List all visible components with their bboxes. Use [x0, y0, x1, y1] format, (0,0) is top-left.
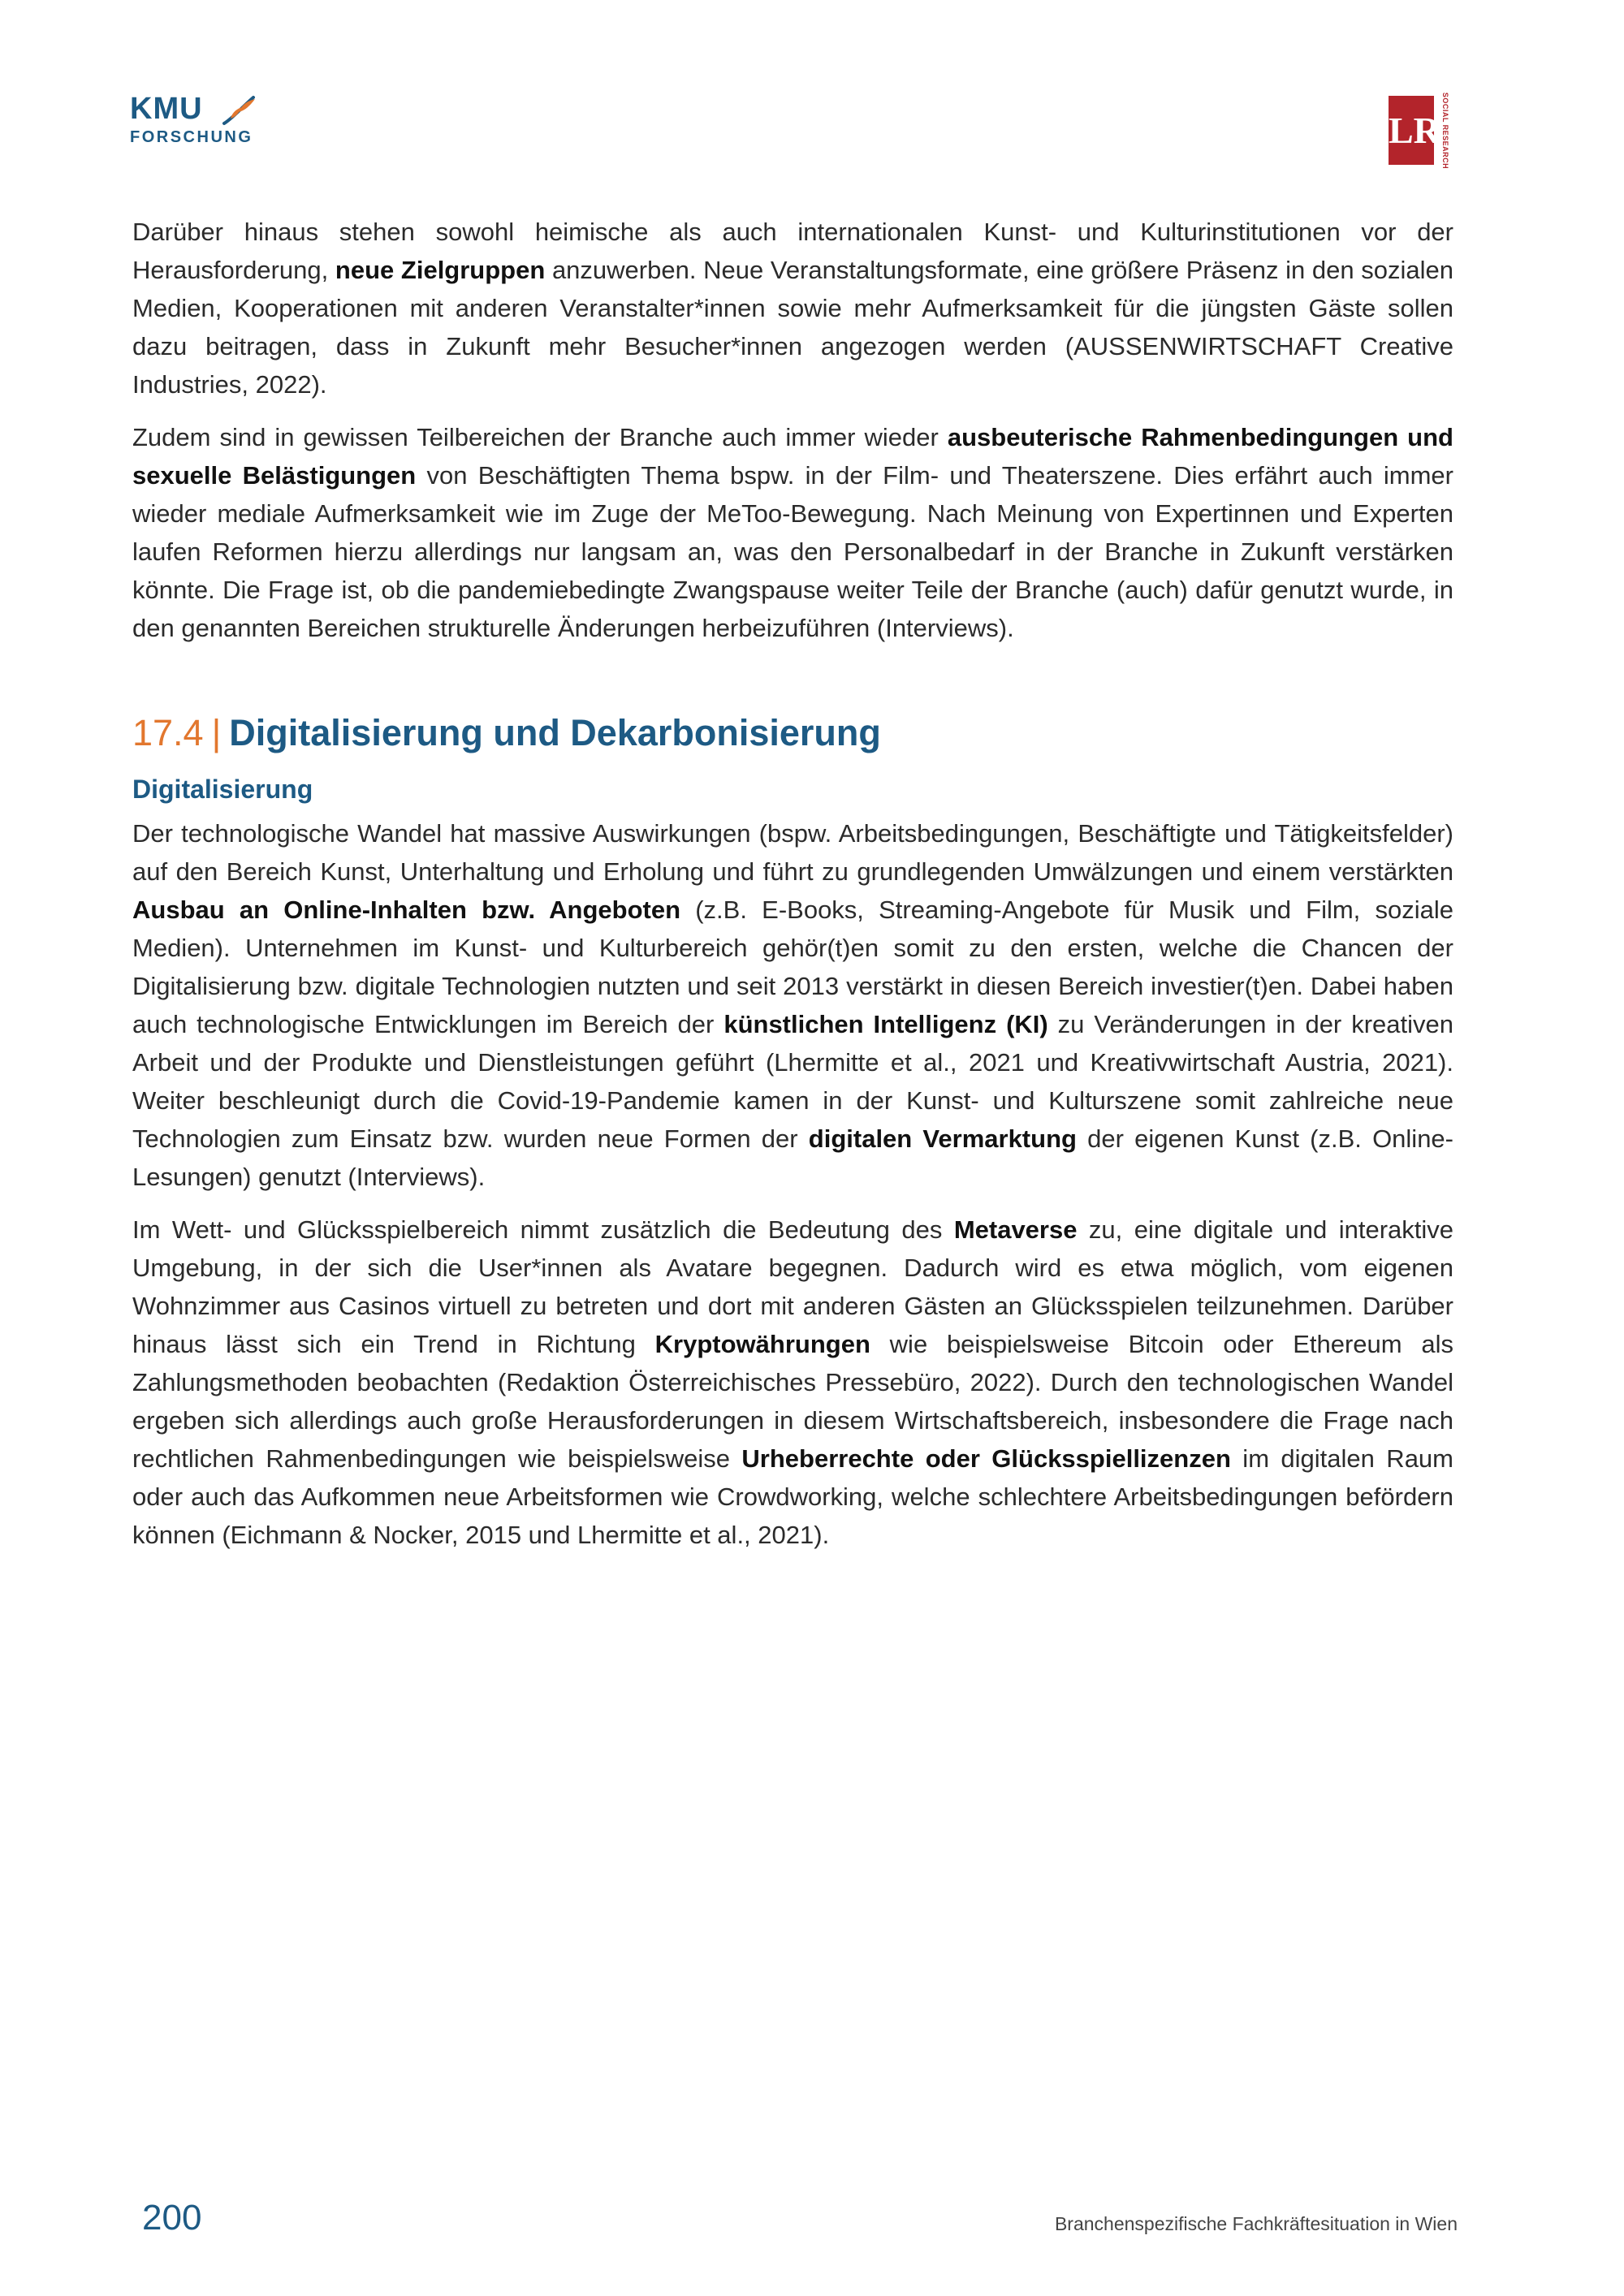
lr-logo-letters: LR [1389, 96, 1434, 165]
kmu-logo-word: KMU [130, 92, 203, 126]
paragraph-text: zu Veränderungen in der kreativen Arbeit und der Produkte und Dienstleistungen geführt (Lhermitte et al., 2021 und Kreativwirtschaft Austria, 2021). Weiter beschleunigt durch die Covid-19-Pandemie kamen in der Kunst- und Kulturszene somit zahlreiche neue Technologien zum Einsatz bzw. wurden neue Formen der [132, 1010, 1453, 1153]
paragraph-text: der eigenen Kunst (z.B. Online-Lesungen) genutzt (Interviews). [132, 1124, 1454, 1191]
paragraphs-bottom [132, 814, 1453, 1554]
body-paragraph [132, 814, 1453, 1196]
page-number: 200 [142, 2198, 202, 2238]
emphasized-text: ausbeuterische Rahmenbedingungen und sexuelle Belästigungen [132, 423, 1453, 490]
kmu-forschung-logo [130, 91, 268, 156]
paragraph-text: wie beispielsweise Bitcoin oder Ethereum als Zahlungsmethoden beobachten (Redaktion Österreichisches Pressebüro, 2022). Durch den technologischen Wandel ergeben sich allerdings auch große Herausforderungen in diesem Wirtschaftsbereich, insbesondere die Frage nach rechtlichen Rahmenbedingungen wie beispielsweise [132, 1330, 1453, 1473]
body-paragraph [132, 1211, 1453, 1554]
footer-document-title: Branchenspezifische Fachkräftesituation in Wien [1054, 2213, 1458, 2234]
kmu-logo-subtitle: FORSCHUNG [130, 128, 253, 146]
section-separator: | [211, 712, 222, 753]
section-number: 17.4 [132, 712, 204, 753]
leaf-icon [221, 94, 258, 127]
paragraph-text: zu, eine digitale und interaktive Umgebung, in der sich die User*innen als Avatare begegnen. Dadurch wird es etwa möglich, vom eigenen Wohnzimmer aus Casinos virtuell zu betreten und dort mit anderen Gästen an Glücksspielen teilzunehmen. Darüber hinaus lässt sich ein Trend in Richtung [132, 1215, 1453, 1358]
emphasized-text: Urheberrechte oder Glücksspiellizenzen [741, 1444, 1231, 1473]
paragraph-text: Darüber hinaus stehen sowohl heimische als auch internationalen Kunst- und Kulturinstitutionen vor der Herausforderung, [132, 218, 1453, 284]
paragraph-text: von Beschäftigten Thema bspw. in der Film- und Theaterszene. Dies erfährt auch immer wieder mediale Aufmerksamkeit wie im Zuge der MeToo-Bewegung. Nach Meinung von Expertinnen und Experten laufen Reformen hierzu allerdings nur langsam an, was den Personalbedarf in der Branche in Zukunft verstärken könnte. Die Frage ist, ob die pandemiebedingte Zwangspause weiter Teile der Branche (auch) dafür genutzt wurde, in den genannten Bereichen strukturelle Änderungen herbeizuführen (Interviews). [132, 461, 1453, 642]
page-content [132, 213, 1453, 1569]
paragraphs-top [132, 213, 1453, 647]
lr-social-research-logo [1389, 92, 1458, 169]
emphasized-text: künstlichen Intelligenz (KI) [723, 1010, 1048, 1038]
section-title: Digitalisierung und Dekarbonisierung [229, 712, 881, 753]
body-paragraph [132, 213, 1453, 404]
emphasized-text: digitalen Vermarktung [808, 1124, 1077, 1153]
emphasized-text: Ausbau an Online-Inhalten bzw. Angeboten [132, 896, 681, 924]
body-paragraph [132, 418, 1453, 647]
subsection-title: Digitalisierung [132, 775, 313, 804]
paragraph-text: Der technologische Wandel hat massive Auswirkungen (bspw. Arbeitsbedingungen, Beschäftigte und Tätigkeitsfelder) auf den Bereich Kunst, Unterhaltung und Erholung und führt zu grundlegenden Umwälzungen und einem verstärkten [132, 819, 1453, 886]
paragraph-text: Zudem sind in gewissen Teilbereichen der Branche auch immer wieder [132, 423, 948, 451]
emphasized-text: Kryptowährungen [654, 1330, 870, 1358]
lr-logo-side [1436, 92, 1455, 169]
emphasized-text: Metaverse [953, 1215, 1078, 1244]
paragraph-text: Im Wett- und Glücksspielbereich nimmt zusätzlich die Bedeutung des [132, 1215, 954, 1244]
paragraph-text: (z.B. E-Books, Streaming-Angebote für Musik und Film, soziale Medien). Unternehmen im Kunst- und Kulturbereich gehör(t)en somit zu den ersten, welche die Chancen der Digitalisierung bzw. digitale Technologien nutzten und seit 2013 verstärkt in diesen Bereich investier(t)en. Dabei haben auch technologische Entwicklungen im Bereich der [132, 896, 1453, 1038]
section-heading [132, 710, 1453, 756]
paragraph-text: anzuwerben. Neue Veranstaltungsformate, eine größere Präsenz in den sozialen Medien, Kooperationen mit anderen Veranstalter*innen sowie mehr Aufmerksamkeit für die jüngsten Gäste sollen dazu beitragen, dass in Zukunft mehr Besucher*innen angezogen werden (AUSSENWIRTSCHAFT Creative Industries, 2022). [132, 256, 1453, 399]
paragraph-text: im digitalen Raum oder auch das Aufkommen neue Arbeitsformen wie Crowdworking, welche schlechtere Arbeitsbedingungen befördern können (Eichmann & Nocker, 2015 und Lhermitte et al., 2021). [132, 1444, 1453, 1549]
emphasized-text: neue Zielgruppen [335, 256, 546, 284]
lr-logo-side-text: SOCIAL RESEARCH [1441, 92, 1449, 169]
